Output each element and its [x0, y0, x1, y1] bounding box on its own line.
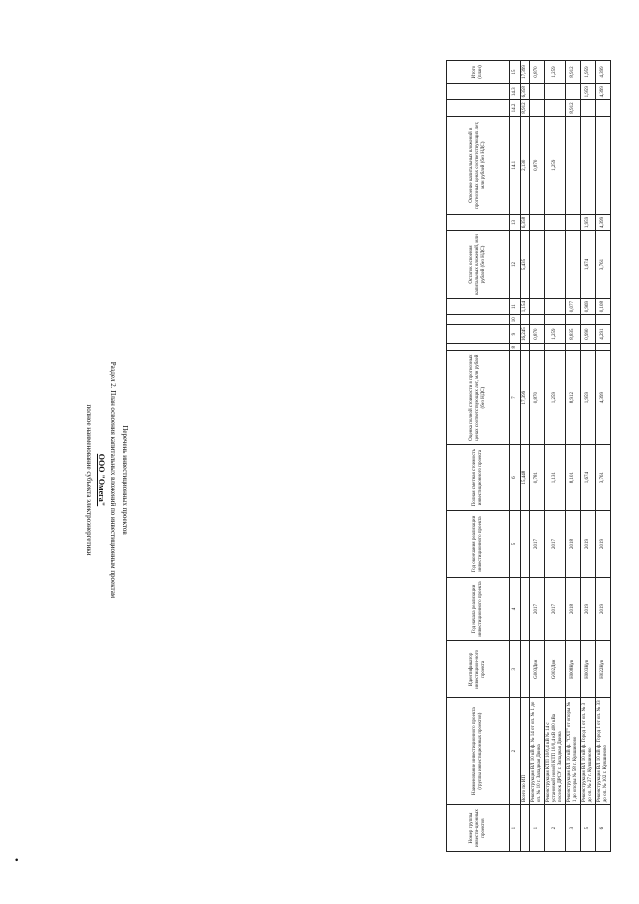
table-cell: 6,358: [521, 214, 530, 230]
table-cell: H022Кув: [596, 641, 611, 698]
table-cell: 1,959: [581, 214, 596, 230]
table-cell: 8,912: [566, 351, 581, 444]
table-cell: 8,835: [566, 325, 581, 344]
list-title: Перечень инвестиционных проектов: [121, 425, 129, 535]
header-cell: Номер группы инвести-ционных проектов: [447, 805, 510, 852]
table-cell: 2017: [530, 577, 545, 641]
header-cell: Идентификатор инвестицион-ного проекта: [447, 641, 510, 698]
table-cell: [596, 100, 611, 116]
table-cell: 6,358: [521, 84, 530, 100]
table-cell: [521, 315, 530, 325]
table-cell: [596, 343, 611, 351]
company-caption: полное наименование субъекта электроэнергетики: [85, 404, 93, 556]
table-cell: 4,399: [596, 214, 611, 230]
table-cell: 4,399: [596, 84, 611, 100]
project-name-cell: Всего по ИП: [521, 698, 530, 805]
table-cell: 3,761: [596, 231, 611, 299]
table-cell: [566, 315, 581, 325]
table-cell: [530, 84, 545, 100]
index-cell: 13: [510, 214, 521, 230]
project-name-cell: Реконструкция ВЛ 10 кВ ф. Город 1 от оп. № 3 до оп. № 27 г. Кувшиново: [581, 698, 596, 805]
table-cell: 0,969: [581, 298, 596, 314]
table-cell: 1,154: [521, 298, 530, 314]
table-cell: [530, 343, 545, 351]
table-cell: [530, 231, 545, 299]
table-cell: [530, 298, 545, 314]
index-cell: 3: [510, 641, 521, 698]
table-cell: 2019: [596, 577, 611, 641]
table-cell: [596, 315, 611, 325]
table-cell: 1,259: [545, 61, 566, 84]
table-cell: [596, 116, 611, 214]
project-name-cell: Реконструкция ВЛ 10 кВ ф. "СХТ" от опоры № 1 до опоры № 58 г. Кувшиново: [566, 698, 581, 805]
table-cell: 0,781: [530, 444, 545, 511]
header-cell: Итого (план): [447, 61, 510, 84]
table-cell: 0,870: [530, 116, 545, 214]
table-cell: 0,870: [530, 325, 545, 344]
table-cell: [545, 214, 566, 230]
header-cell: [447, 100, 510, 116]
table-cell: 8,912: [521, 100, 530, 116]
table-cell: 0,077: [566, 298, 581, 314]
table-cell: [521, 577, 530, 641]
project-name-cell: Реконструкция КТП 10/0,4 кВ № 14 с установкой новой КТП 10/0,4 кВ 400 кВа поселок ДРСУ г. Западная Двина: [545, 698, 566, 805]
table-cell: 6: [596, 805, 611, 852]
index-cell: 10: [510, 315, 521, 325]
table-cell: 1,131: [545, 444, 566, 511]
table-cell: [566, 343, 581, 351]
header-cell: [447, 84, 510, 100]
table-cell: [545, 84, 566, 100]
project-name-cell: Реконструкция ВЛ 10 кВ ф. № 14 от оп. № 1 до оп. № 10 г. Западная Двина: [530, 698, 545, 805]
index-cell: 1: [510, 805, 521, 852]
section-title: Раздел 2. План освоения капитальных вложений по инвестиционным проектам: [109, 361, 117, 599]
table-cell: H003Кув: [581, 641, 596, 698]
table-cell: 2,130: [521, 116, 530, 214]
index-cell: 14.2: [510, 100, 521, 116]
table-cell: 8,101: [566, 444, 581, 511]
table-cell: 2017: [530, 511, 545, 577]
document-titles: [83, 230, 131, 730]
table-cell: [566, 84, 581, 100]
index-cell: 12: [510, 231, 521, 299]
table-cell: 2017: [545, 511, 566, 577]
table-cell: 1,674: [581, 444, 596, 511]
index-cell: 6: [510, 444, 521, 511]
table-cell: 17,399: [521, 351, 530, 444]
table-body: [510, 61, 611, 852]
table-cell: 3: [566, 805, 581, 852]
index-cell: 15: [510, 61, 521, 84]
header-cell: Год окончания реализации инвестиционного проекта: [447, 511, 510, 577]
table-cell: 0,108: [596, 298, 611, 314]
table-cell: [545, 315, 566, 325]
table-row: [581, 61, 596, 852]
table-row: [521, 61, 530, 852]
index-cell: 11: [510, 298, 521, 314]
table-cell: 2018: [566, 577, 581, 641]
header-cell: Год начала реализации инвестиционного проекта: [447, 577, 510, 641]
header-cell: Наименование инвестиционного проекта (группы инвестиционных проектов): [447, 698, 510, 805]
table-cell: 15,448: [521, 444, 530, 511]
project-name-cell: Реконструкция ВЛ 10 кВ ф. Город 1 от оп. № 33 до оп. № 102 г. Кувшиново: [596, 698, 611, 805]
table-cell: [521, 343, 530, 351]
table-cell: [530, 214, 545, 230]
header-row: [447, 61, 510, 852]
table-cell: [545, 100, 566, 116]
table-row: [530, 61, 545, 852]
table-cell: 2018: [566, 511, 581, 577]
table-cell: [581, 116, 596, 214]
table-cell: [566, 214, 581, 230]
table-cell: 1,959: [581, 84, 596, 100]
header-cell: Освоение капитальных вложений в прогнозных ценах соответствующих лет, млн рублей (без НДС): [447, 116, 510, 214]
index-cell: 9: [510, 325, 521, 344]
index-row: [510, 61, 521, 852]
table-cell: [521, 511, 530, 577]
index-cell: 2: [510, 698, 521, 805]
index-cell: 8: [510, 343, 521, 351]
index-cell: 7: [510, 351, 521, 444]
table-cell: 2019: [581, 511, 596, 577]
table-cell: 5,435: [521, 231, 530, 299]
table-cell: 2: [545, 805, 566, 852]
table-cell: [545, 231, 566, 299]
company-name: ООО "Омега": [97, 453, 106, 507]
table-row: [596, 61, 611, 852]
table-cell: [581, 343, 596, 351]
table-cell: 1,959: [581, 351, 596, 444]
table-cell: 3,761: [596, 444, 611, 511]
table-cell: [581, 100, 596, 116]
table-cell: 4,399: [596, 61, 611, 84]
table-cell: [530, 315, 545, 325]
table-cell: 2017: [545, 577, 566, 641]
table-cell: 1: [530, 805, 545, 852]
table-row: [566, 61, 581, 852]
table-cell: 1,959: [581, 61, 596, 84]
table-cell: 4,399: [596, 351, 611, 444]
table-cell: 8,912: [566, 100, 581, 116]
table-cell: 16,245: [521, 325, 530, 344]
table-cell: [545, 343, 566, 351]
table-cell: 2019: [596, 511, 611, 577]
index-cell: 5: [510, 511, 521, 577]
table-cell: 1,259: [545, 116, 566, 214]
table-cell: 0,990: [581, 325, 596, 344]
page-mark: ●: [13, 858, 19, 862]
header-cell: [447, 315, 510, 325]
index-cell: 4: [510, 577, 521, 641]
table-cell: 1,259: [545, 351, 566, 444]
header-cell: [447, 298, 510, 314]
table-cell: [545, 298, 566, 314]
header-cell: [447, 214, 510, 230]
table-cell: 1,259: [545, 325, 566, 344]
table-cell: 17,399: [521, 61, 530, 84]
table-cell: [521, 641, 530, 698]
table-cell: [530, 100, 545, 116]
table-cell: 0,870: [530, 351, 545, 444]
header-cell: [447, 343, 510, 351]
table-cell: [521, 805, 530, 852]
table-cell: G00ЗДвн: [530, 641, 545, 698]
header-cell: Остаток освоения капитальных вложений, млн рублей (без НДС): [447, 231, 510, 299]
table-cell: 4,291: [596, 325, 611, 344]
index-cell: 14.3: [510, 84, 521, 100]
table-cell: 1,674: [581, 231, 596, 299]
investment-table: [446, 60, 611, 852]
table-cell: [566, 231, 581, 299]
index-cell: 14.1: [510, 116, 521, 214]
table-cell: 5: [581, 805, 596, 852]
table-cell: 2019: [581, 577, 596, 641]
table-cell: H008Кув: [566, 641, 581, 698]
header-cell: [447, 325, 510, 344]
header-cell: Полная сметная стоимость инвестиционного проекта: [447, 444, 510, 511]
table-cell: 0,870: [530, 61, 545, 84]
table-cell: 8,912: [566, 61, 581, 84]
header-cell: Оценка полной стоимости в прогнозных ценах соответствующих лет, млн рублей (без НДС): [447, 351, 510, 444]
table-cell: [581, 315, 596, 325]
table-cell: [566, 116, 581, 214]
table-cell: G002Двн: [545, 641, 566, 698]
table-row: [545, 61, 566, 852]
